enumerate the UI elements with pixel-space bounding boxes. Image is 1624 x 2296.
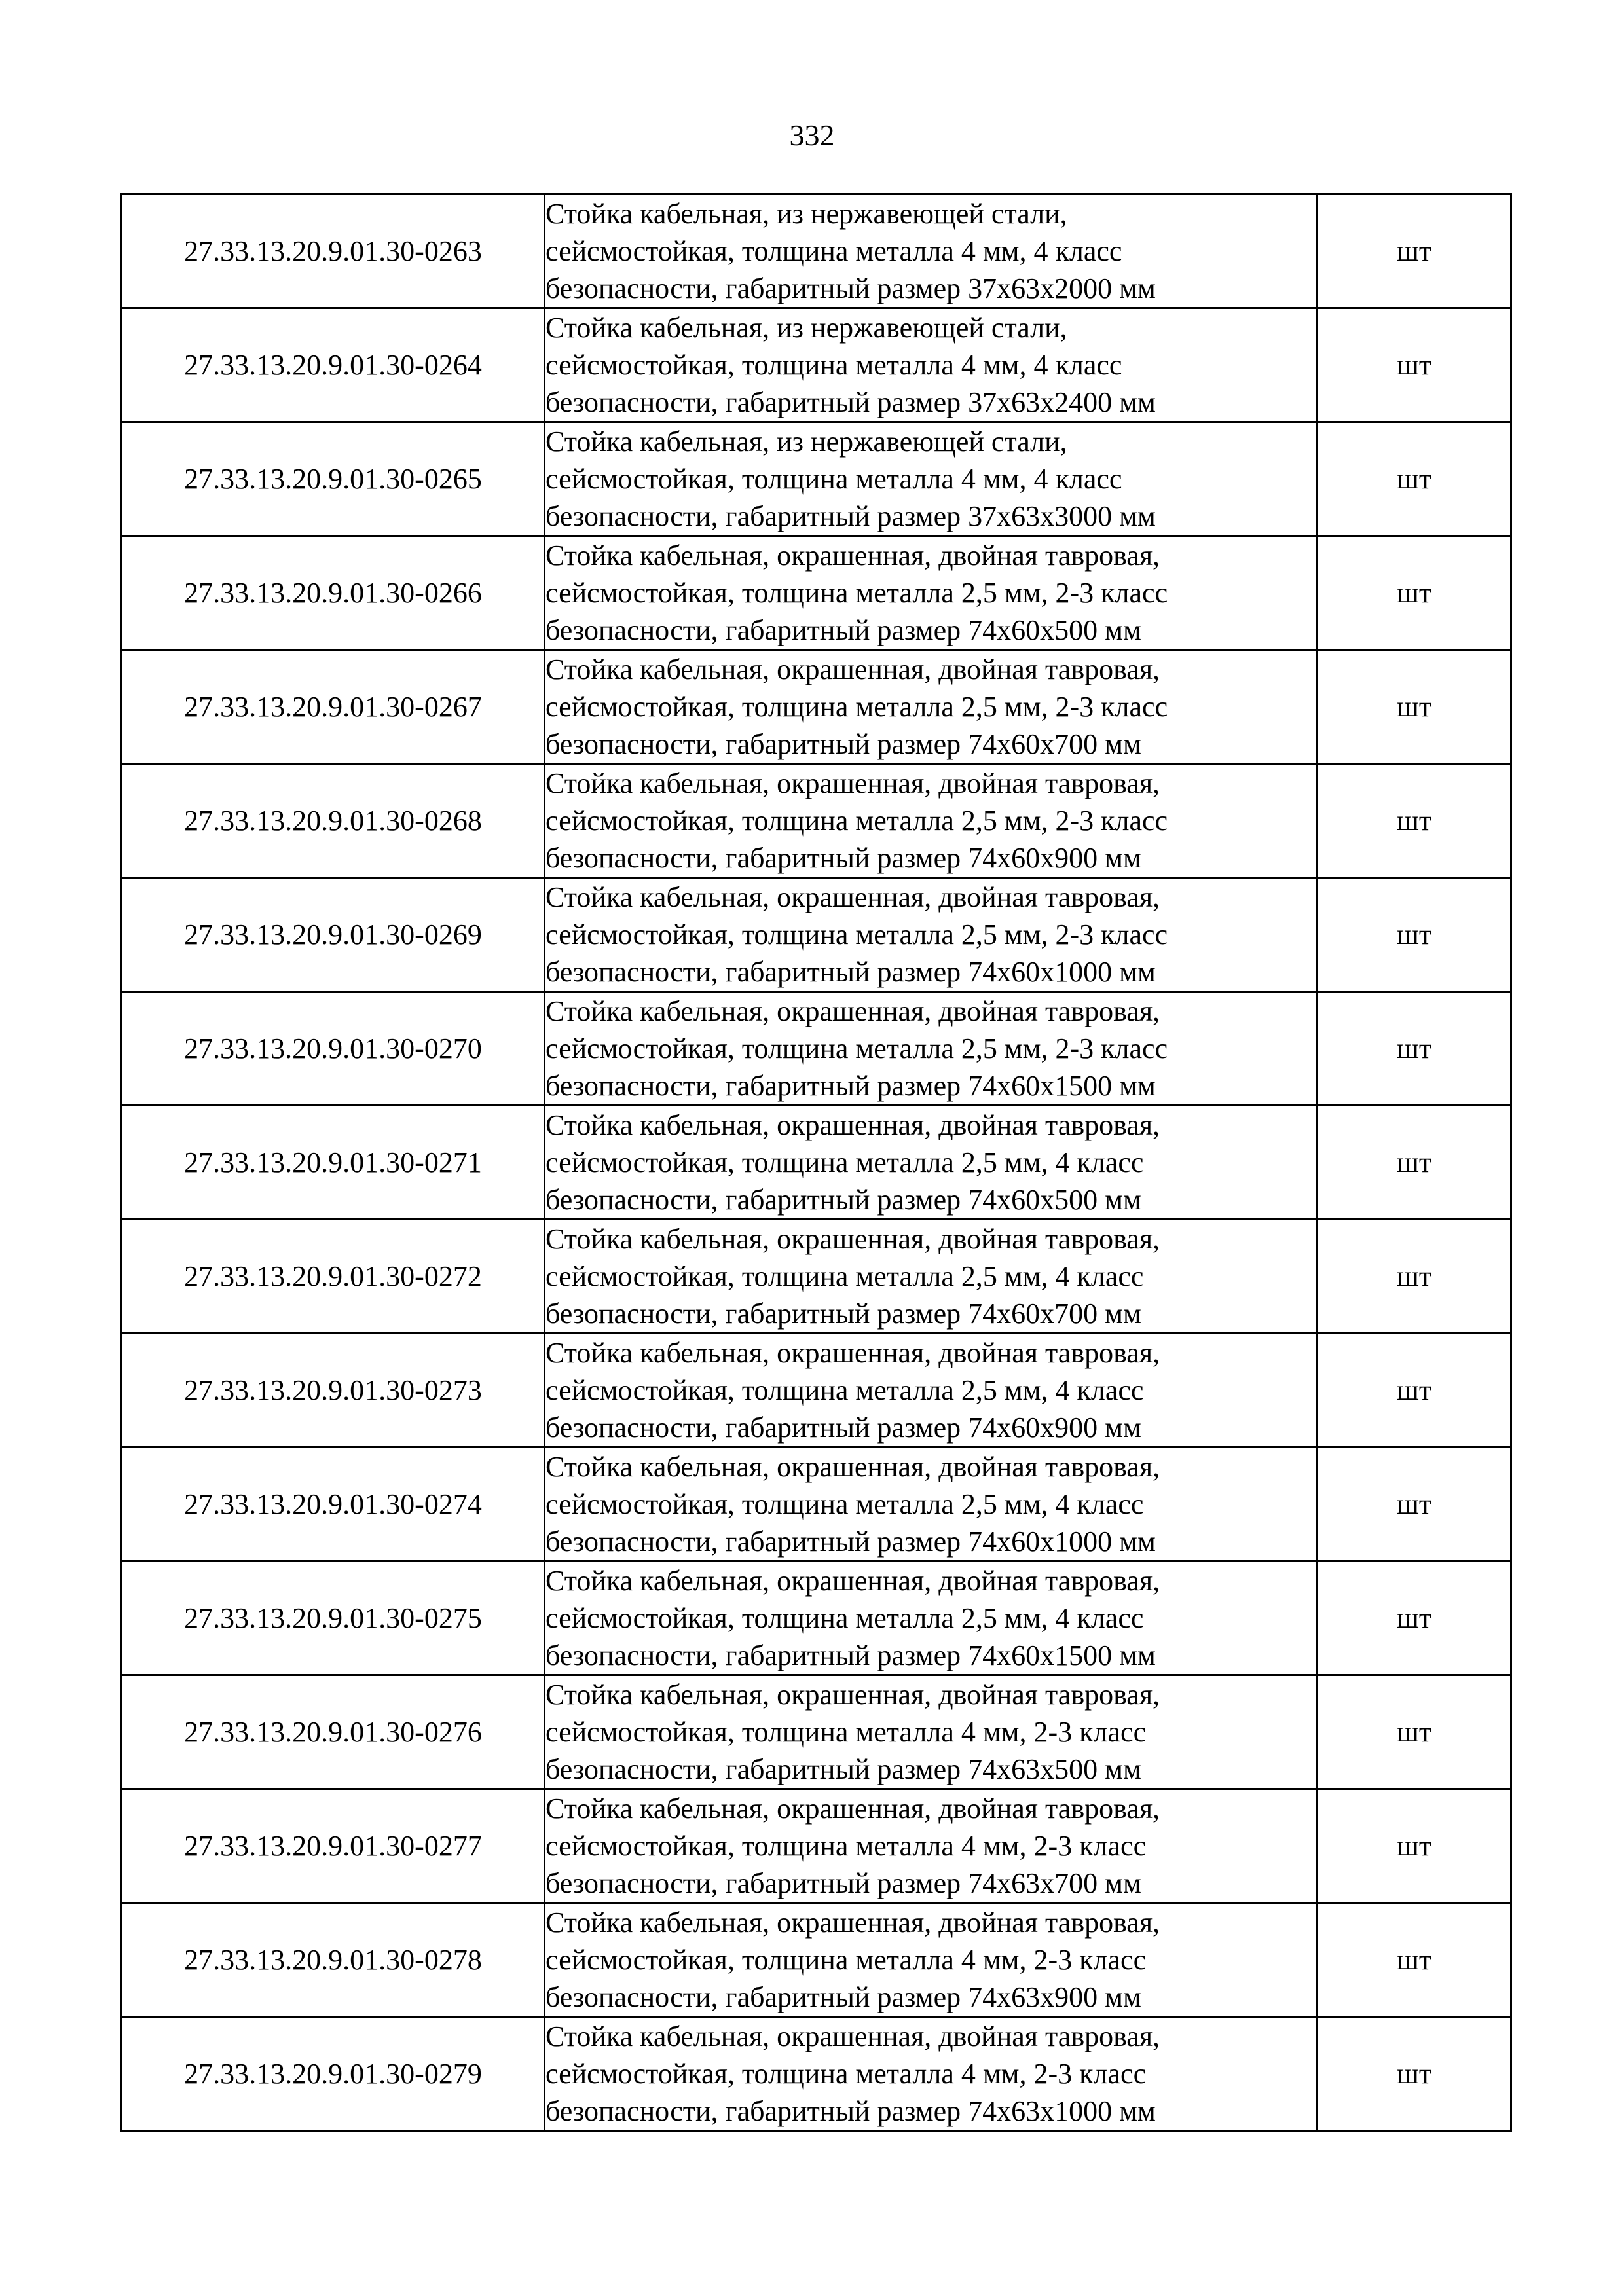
- item-description-cell: [545, 1903, 1318, 2017]
- description-line: сейсмостойкая, толщина металла 4 мм, 2-3 класс: [545, 2058, 1147, 2090]
- item-code-cell: 27.33.13.20.9.01.30-0272: [122, 1220, 545, 1334]
- description-line: сейсмостойкая, толщина металла 2,5 мм, 2-3 класс: [545, 919, 1168, 951]
- item-code-cell: 27.33.13.20.9.01.30-0265: [122, 422, 545, 536]
- description-line: Стойка кабельная, окрашенная, двойная тавровая,: [545, 1223, 1160, 1255]
- spec-table-body: [122, 194, 1511, 2131]
- description-line: сейсмостойкая, толщина металла 2,5 мм, 2-3 класс: [545, 577, 1168, 609]
- description-line: сейсмостойкая, толщина металла 4 мм, 4 класс: [545, 349, 1122, 381]
- description-line: сейсмостойкая, толщина металла 2,5 мм, 2-3 класс: [545, 691, 1168, 723]
- item-description-cell: [545, 878, 1318, 992]
- item-description-cell: [545, 1334, 1318, 1448]
- item-code-cell: 27.33.13.20.9.01.30-0264: [122, 308, 545, 422]
- table-row: [122, 878, 1511, 992]
- table-row: [122, 1675, 1511, 1789]
- description-line: сейсмостойкая, толщина металла 4 мм, 2-3 класс: [545, 1830, 1147, 1862]
- description-line: Стойка кабельная, окрашенная, двойная тавровая,: [545, 995, 1160, 1027]
- description-line: Стойка кабельная, окрашенная, двойная тавровая,: [545, 1337, 1160, 1369]
- description-line: Стойка кабельная, окрашенная, двойная тавровая,: [545, 881, 1160, 913]
- item-unit-cell: шт: [1318, 650, 1511, 764]
- description-line: Стойка кабельная, окрашенная, двойная тавровая,: [545, 1109, 1160, 1141]
- item-description-cell: [545, 1561, 1318, 1675]
- table-row: [122, 1106, 1511, 1220]
- description-line: Стойка кабельная, окрашенная, двойная тавровая,: [545, 1906, 1160, 1939]
- description-line: безопасности, габаритный размер 37х63х2000 мм: [545, 272, 1156, 304]
- item-unit-cell: шт: [1318, 1106, 1511, 1220]
- description-line: безопасности, габаритный размер 74х63х700 мм: [545, 1867, 1141, 1899]
- description-line: безопасности, габаритный размер 37х63х2400 мм: [545, 386, 1156, 418]
- description-line: сейсмостойкая, толщина металла 4 мм, 4 класс: [545, 463, 1122, 495]
- item-description-cell: [545, 2017, 1318, 2131]
- description-line: безопасности, габаритный размер 74х60х500 мм: [545, 614, 1141, 646]
- description-line: безопасности, габаритный размер 74х60х700 мм: [545, 728, 1141, 760]
- item-description-cell: [545, 1789, 1318, 1903]
- item-code-cell: 27.33.13.20.9.01.30-0276: [122, 1675, 545, 1789]
- description-line: сейсмостойкая, толщина металла 2,5 мм, 2-3 класс: [545, 805, 1168, 837]
- description-line: сейсмостойкая, толщина металла 4 мм, 4 класс: [545, 235, 1122, 267]
- item-description-cell: [545, 1675, 1318, 1789]
- item-code-cell: 27.33.13.20.9.01.30-0274: [122, 1448, 545, 1561]
- description-line: сейсмостойкая, толщина металла 2,5 мм, 4 класс: [545, 1602, 1144, 1634]
- description-line: Стойка кабельная, окрашенная, двойная тавровая,: [545, 1793, 1160, 1825]
- description-line: безопасности, габаритный размер 74х60х1500 мм: [545, 1639, 1156, 1671]
- item-code-cell: 27.33.13.20.9.01.30-0275: [122, 1561, 545, 1675]
- item-unit-cell: шт: [1318, 1903, 1511, 2017]
- item-code-cell: 27.33.13.20.9.01.30-0268: [122, 764, 545, 878]
- description-line: Стойка кабельная, окрашенная, двойная тавровая,: [545, 1679, 1160, 1711]
- item-unit-cell: шт: [1318, 1561, 1511, 1675]
- item-unit-cell: шт: [1318, 992, 1511, 1106]
- item-unit-cell: шт: [1318, 764, 1511, 878]
- table-row: [122, 650, 1511, 764]
- item-code-cell: 27.33.13.20.9.01.30-0269: [122, 878, 545, 992]
- item-unit-cell: шт: [1318, 194, 1511, 308]
- description-line: безопасности, габаритный размер 74х60х1000 мм: [545, 1525, 1156, 1558]
- description-line: Стойка кабельная, окрашенная, двойная тавровая,: [545, 2020, 1160, 2052]
- description-line: Стойка кабельная, окрашенная, двойная тавровая,: [545, 653, 1160, 685]
- description-line: безопасности, габаритный размер 74х60х1500 мм: [545, 1070, 1156, 1102]
- table-row: [122, 992, 1511, 1106]
- description-line: безопасности, габаритный размер 74х63х1000 мм: [545, 2095, 1156, 2127]
- item-description-cell: [545, 536, 1318, 650]
- description-line: Стойка кабельная, из нержавеющей стали,: [545, 198, 1067, 230]
- description-line: безопасности, габаритный размер 74х60х900 мм: [545, 842, 1141, 874]
- item-code-cell: 27.33.13.20.9.01.30-0277: [122, 1789, 545, 1903]
- item-unit-cell: шт: [1318, 1334, 1511, 1448]
- item-code-cell: 27.33.13.20.9.01.30-0267: [122, 650, 545, 764]
- description-line: сейсмостойкая, толщина металла 4 мм, 2-3 класс: [545, 1944, 1147, 1976]
- description-line: Стойка кабельная, из нержавеющей стали,: [545, 312, 1067, 344]
- description-line: сейсмостойкая, толщина металла 2,5 мм, 4 класс: [545, 1260, 1144, 1292]
- table-row: [122, 422, 1511, 536]
- item-unit-cell: шт: [1318, 878, 1511, 992]
- description-line: безопасности, габаритный размер 74х60х700 мм: [545, 1298, 1141, 1330]
- description-line: Стойка кабельная, из нержавеющей стали,: [545, 426, 1067, 458]
- item-code-cell: 27.33.13.20.9.01.30-0263: [122, 194, 545, 308]
- item-code-cell: 27.33.13.20.9.01.30-0271: [122, 1106, 545, 1220]
- description-line: сейсмостойкая, толщина металла 2,5 мм, 2-3 класс: [545, 1032, 1168, 1065]
- item-description-cell: [545, 650, 1318, 764]
- description-line: безопасности, габаритный размер 74х60х900 мм: [545, 1412, 1141, 1444]
- description-line: безопасности, габаритный размер 37х63х3000 мм: [545, 500, 1156, 532]
- table-row: [122, 1220, 1511, 1334]
- table-row: [122, 194, 1511, 308]
- description-line: безопасности, габаритный размер 74х60х1000 мм: [545, 956, 1156, 988]
- table-row: [122, 1789, 1511, 1903]
- item-description-cell: [545, 308, 1318, 422]
- description-line: Стойка кабельная, окрашенная, двойная тавровая,: [545, 1451, 1160, 1483]
- item-code-cell: 27.33.13.20.9.01.30-0278: [122, 1903, 545, 2017]
- item-description-cell: [545, 992, 1318, 1106]
- table-row: [122, 1561, 1511, 1675]
- item-description-cell: [545, 194, 1318, 308]
- item-description-cell: [545, 1106, 1318, 1220]
- description-line: безопасности, габаритный размер 74х60х500 мм: [545, 1184, 1141, 1216]
- item-unit-cell: шт: [1318, 308, 1511, 422]
- table-row: [122, 308, 1511, 422]
- table-row: [122, 1334, 1511, 1448]
- item-unit-cell: шт: [1318, 1789, 1511, 1903]
- item-unit-cell: шт: [1318, 2017, 1511, 2131]
- description-line: Стойка кабельная, окрашенная, двойная тавровая,: [545, 1565, 1160, 1597]
- item-unit-cell: шт: [1318, 1220, 1511, 1334]
- table-row: [122, 2017, 1511, 2131]
- description-line: сейсмостойкая, толщина металла 2,5 мм, 4 класс: [545, 1374, 1144, 1406]
- item-unit-cell: шт: [1318, 536, 1511, 650]
- description-line: безопасности, габаритный размер 74х63х900 мм: [545, 1981, 1141, 2013]
- item-code-cell: 27.33.13.20.9.01.30-0279: [122, 2017, 545, 2131]
- table-row: [122, 536, 1511, 650]
- page-number: 332: [789, 118, 835, 152]
- item-unit-cell: шт: [1318, 1448, 1511, 1561]
- description-line: сейсмостойкая, толщина металла 2,5 мм, 4 класс: [545, 1146, 1144, 1178]
- table-row: [122, 1903, 1511, 2017]
- table-row: [122, 764, 1511, 878]
- item-unit-cell: шт: [1318, 422, 1511, 536]
- spec-table: [120, 193, 1512, 2132]
- item-code-cell: 27.33.13.20.9.01.30-0273: [122, 1334, 545, 1448]
- item-description-cell: [545, 422, 1318, 536]
- item-description-cell: [545, 764, 1318, 878]
- description-line: Стойка кабельная, окрашенная, двойная тавровая,: [545, 767, 1160, 799]
- table-row: [122, 1448, 1511, 1561]
- item-code-cell: 27.33.13.20.9.01.30-0266: [122, 536, 545, 650]
- description-line: Стойка кабельная, окрашенная, двойная тавровая,: [545, 539, 1160, 572]
- description-line: безопасности, габаритный размер 74х63х500 мм: [545, 1753, 1141, 1785]
- item-description-cell: [545, 1448, 1318, 1561]
- item-code-cell: 27.33.13.20.9.01.30-0270: [122, 992, 545, 1106]
- item-description-cell: [545, 1220, 1318, 1334]
- description-line: сейсмостойкая, толщина металла 4 мм, 2-3 класс: [545, 1716, 1147, 1748]
- item-unit-cell: шт: [1318, 1675, 1511, 1789]
- description-line: сейсмостойкая, толщина металла 2,5 мм, 4 класс: [545, 1488, 1144, 1520]
